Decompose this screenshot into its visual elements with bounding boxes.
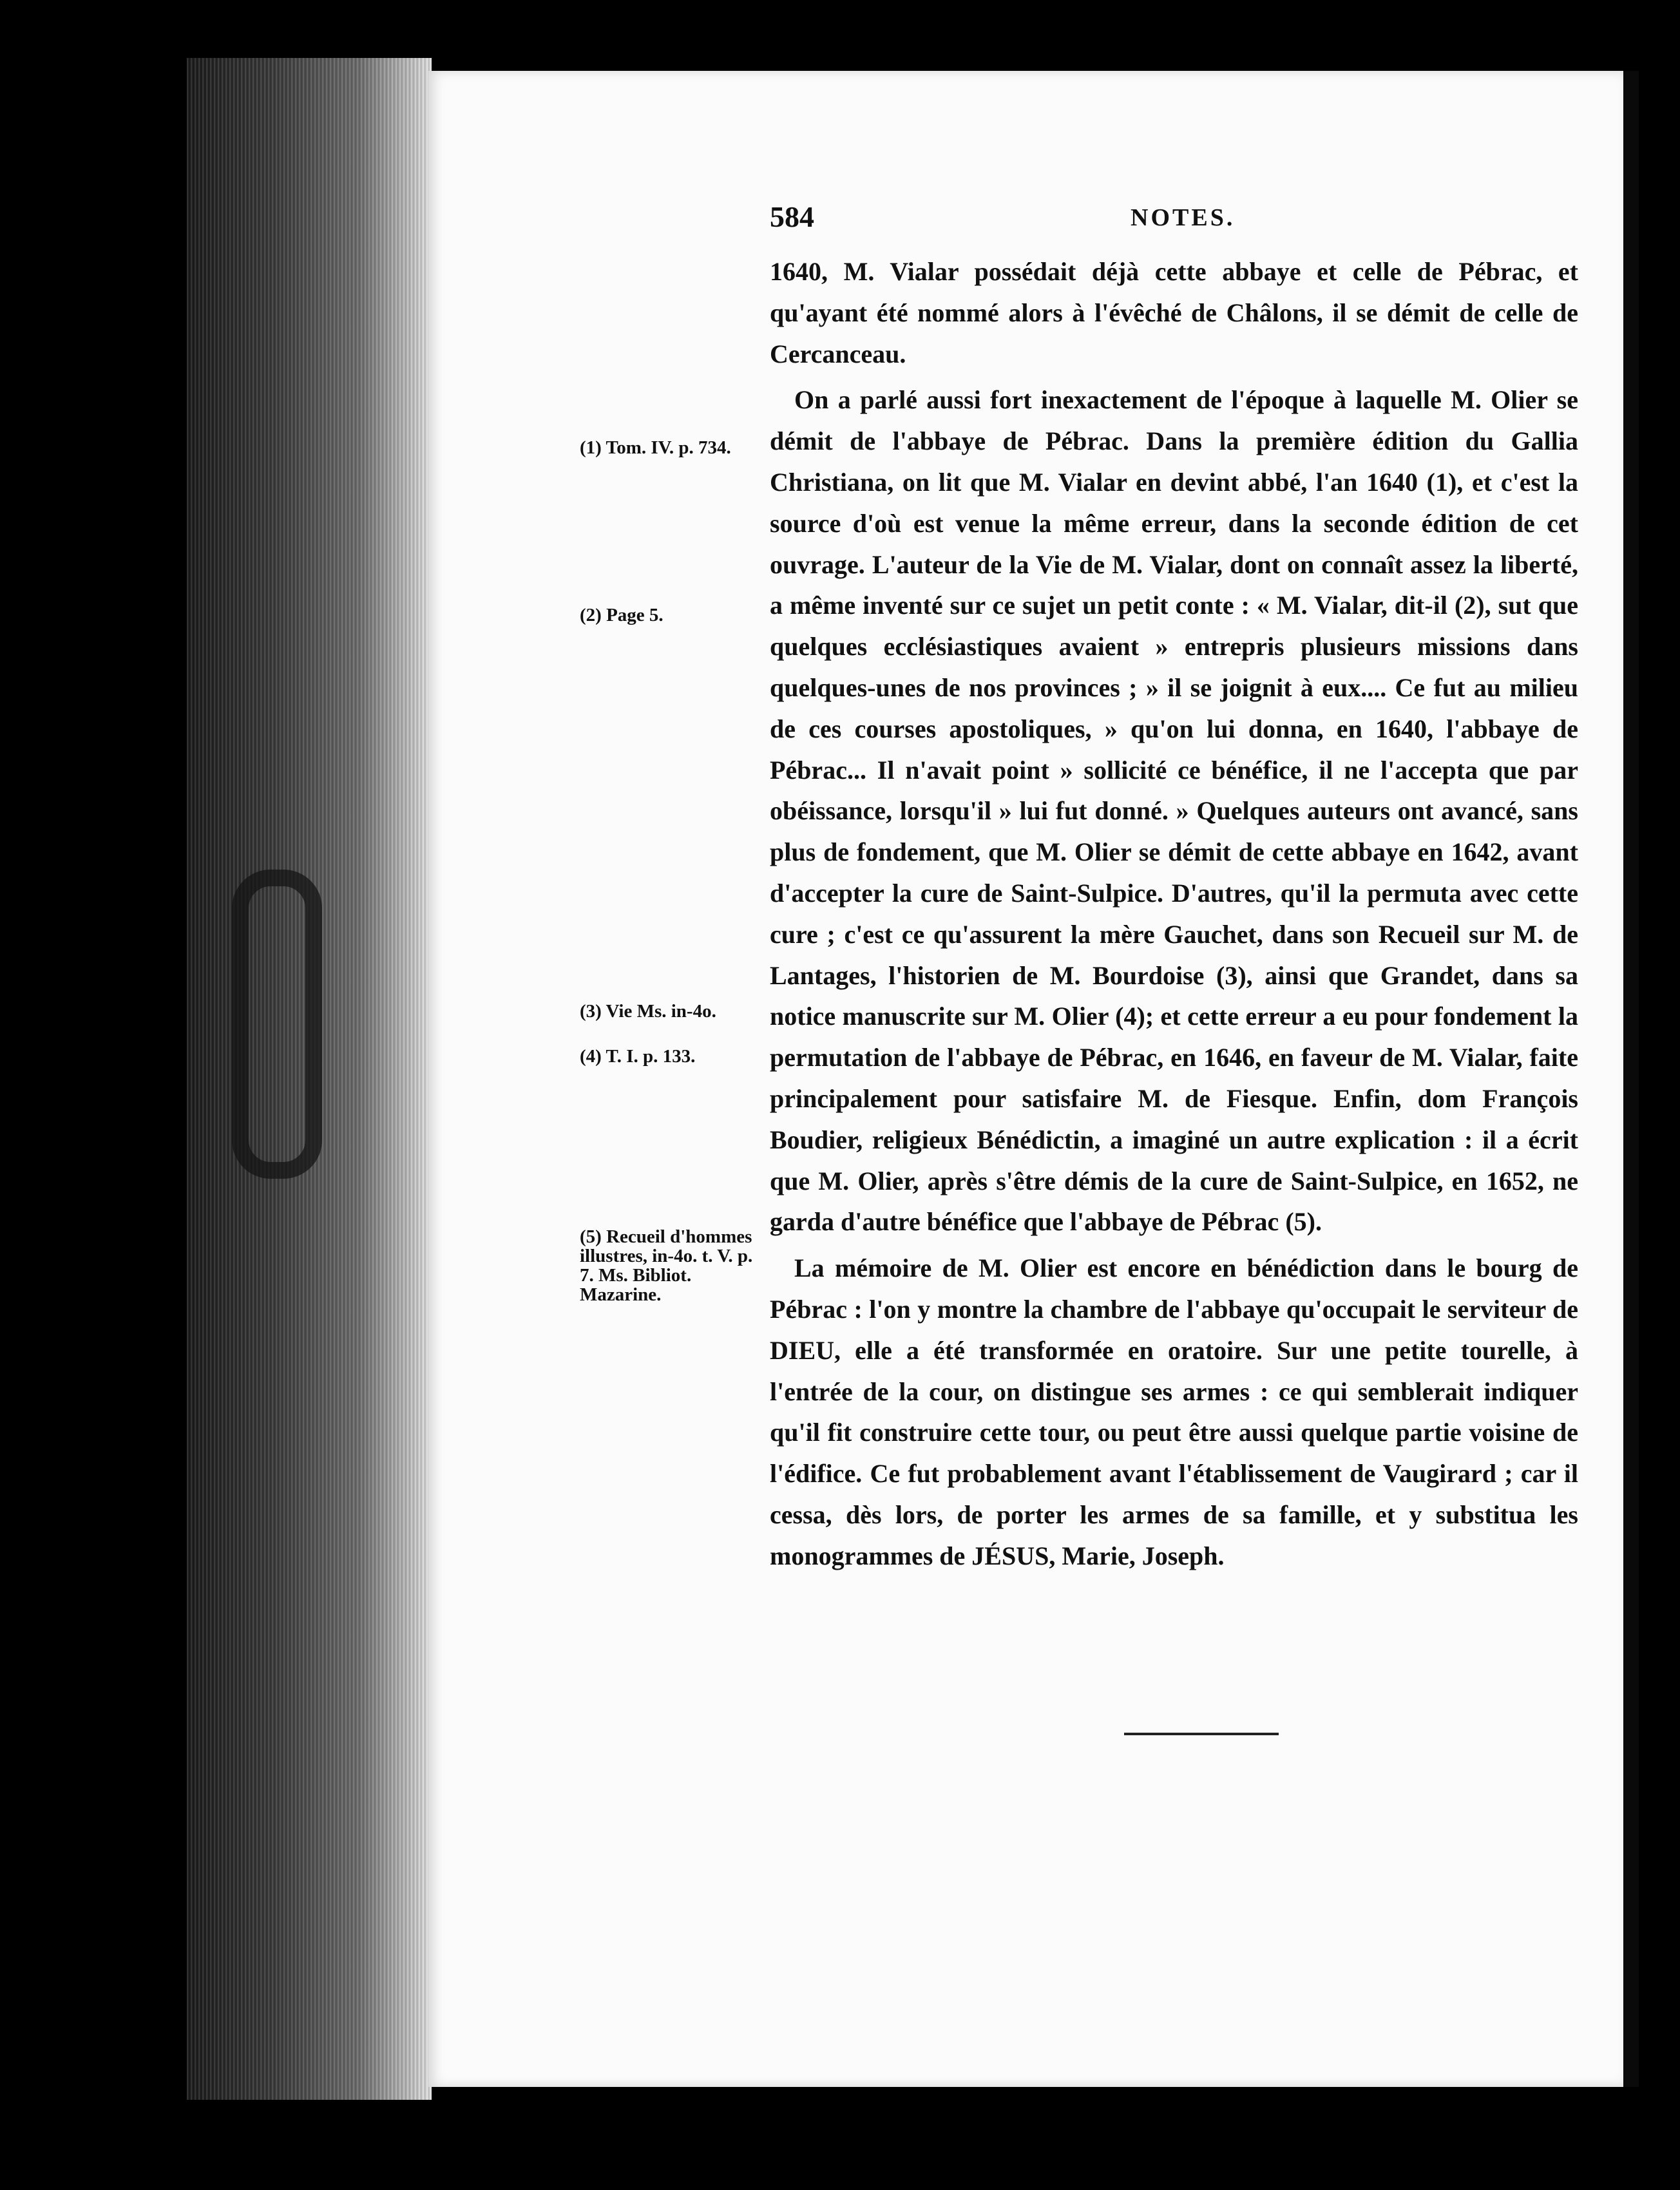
page-header (770, 200, 1581, 238)
margin-note-1: (1) Tom. IV. p. 734. (580, 437, 731, 458)
paragraph-1: 1640, M. Vialar possédait déjà cette abbaye et celle de Pébrac, et qu'ayant été nommé alors à l'évêché de Châlons, il se démit de celle de Cercanceau. (770, 257, 1578, 368)
page-right-edge (1623, 71, 1639, 2087)
paragraph-3: La mémoire de M. Olier est encore en bénédiction dans le bourg de Pébrac : l'on y montre la chambre de l'abbaye qu'occupait le serviteur de DIEU, elle a été transformée en oratoire. Sur une petite tourelle, à l'entrée de la cour, on distingue ses armes : ce qui semblerait indiquer qu'il fit construire cette tour, ou peut être aussi quelque partie voisine de l'édifice. Ce fut probablement avant l'établissement de Vaugirard ; car il cessa, dès lors, de porter les armes de sa famille, et y substitua les monogrammes de JÉSUS, Marie, Joseph. (770, 1253, 1578, 1570)
edge-stamp-mark (232, 870, 322, 1179)
margin-note-2: (2) Page 5. (580, 605, 663, 625)
end-rule (1124, 1733, 1279, 1735)
page-number: 584 (770, 200, 814, 233)
margin-note-5: (5) Recueil d'hommes illustres, in-4o. t. V. p. 7. Ms. Bibliot. Mazarine. (580, 1226, 753, 1305)
margin-note-4: (4) T. I. p. 133. (580, 1046, 696, 1067)
running-title: NOTES. (1131, 204, 1236, 231)
margin-note-3: (3) Vie Ms. in-4o. (580, 1001, 716, 1022)
main-text (770, 251, 1578, 1577)
paragraph-2: On a parlé aussi fort inexactement de l'époque à laquelle M. Olier se démit de l'abbaye de Pébrac. Dans la première édition du Gallia Christiana, on lit que M. Vialar en devint abbé, l'an 1640 (1), et c'est la source d'où est venue la même erreur, dans la seconde édition de cet ouvrage. L'auteur de la Vie de M. Vialar, dont on connaît assez la liberté, a même inventé sur ce sujet un petit conte : « M. Vialar, dit-il (2), sut que quelques ecclésiastiques avaient » entrepris plusieurs missions dans quelques-unes de nos provinces ; » il se joignit à eux.... Ce fut au milieu de ces courses apostoliques, » qu'on lui donna, en 1640, l'abbaye de Pébrac... Il n'avait point » sollicité ce bénéfice, il ne l'accepta que par obéissance, lorsqu'il » lui fut donné. » Quelques auteurs ont avancé, sans plus de fondement, que M. Olier se démit de cette abbaye en 1642, avant d'accepter la cure de Saint-Sulpice. D'autres, qu'il la permuta avec cette cure ; c'est ce qu'assurent la mère Gauchet, dans son Recueil sur M. de Lantages, l'historien de M. Bourdoise (3), ainsi que Grandet, dans sa notice manuscrite sur M. Olier (4); et cette erreur a eu pour fondement la permutation de l'abbaye de Pébrac, en 1646, en faveur de M. Vialar, faite principalement pour satisfaire M. de Fiesque. Enfin, dom François Boudier, religieux Bénédictin, a imaginé un autre explication : il a écrit que M. Olier, après s'être démis de la cure de Saint-Sulpice, en 1652, ne garda d'autre bénéfice que l'abbaye de Pébrac (5). (770, 385, 1578, 1237)
